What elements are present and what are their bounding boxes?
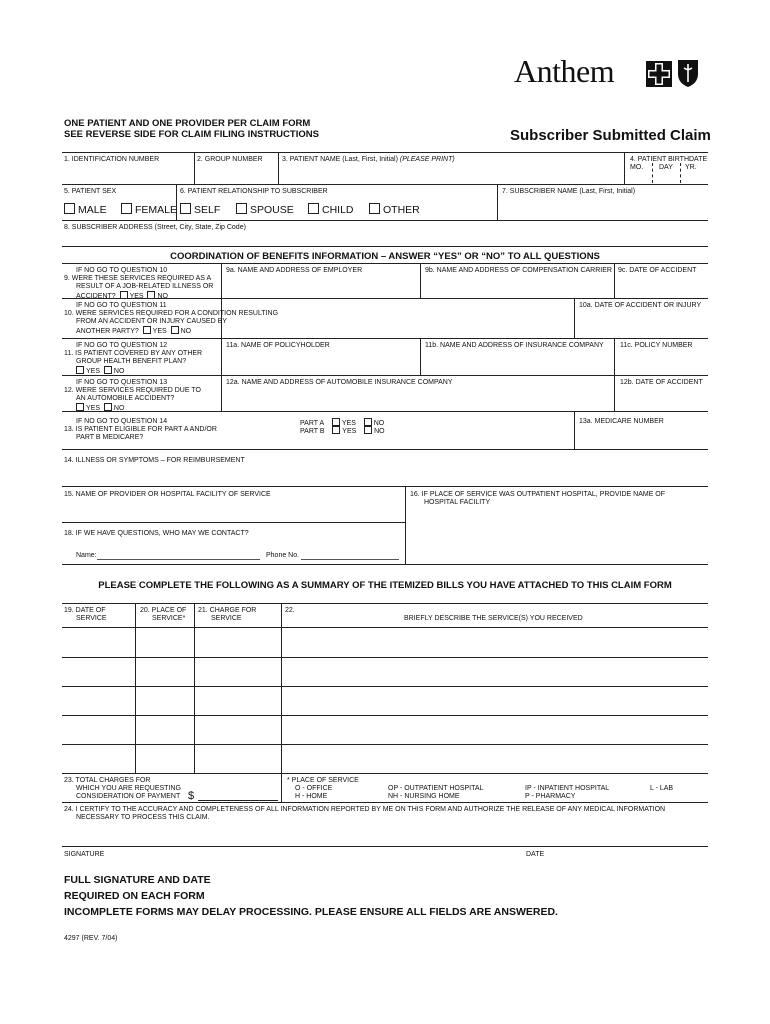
relationship-label: 6. PATIENT RELATIONSHIP TO SUBSCRIBER [180, 188, 328, 195]
subscriber-address-label: 8. SUBSCRIBER ADDRESS (Street, City, State, Zip Code) [64, 224, 246, 231]
signature-label: SIGNATURE [64, 851, 105, 858]
table-row[interactable] [62, 658, 708, 686]
q11-line1: 11. IS PATIENT COVERED BY ANY OTHER [64, 350, 203, 357]
checkbox-icon [171, 326, 179, 334]
no-label: NO [373, 420, 385, 427]
no-label: NO [180, 328, 192, 335]
part-b-label: PART B [300, 428, 325, 435]
col-charge-label-1: 21. CHARGE FOR [198, 607, 257, 614]
no-label: NO [113, 405, 125, 412]
no-label: NO [113, 368, 125, 375]
female-label: FEMALE [135, 204, 178, 216]
self-label: SELF [194, 204, 221, 216]
checkbox-icon [180, 203, 191, 214]
pos-outpatient: OP - OUTPATIENT HOSPITAL [388, 785, 484, 792]
checkbox-icon [369, 203, 380, 214]
part-b-no[interactable] [364, 428, 385, 435]
other-label: OTHER [383, 204, 420, 216]
q13-line1: 13. IS PATIENT ELIGIBLE FOR PART A AND/OR [64, 426, 217, 433]
child-label: CHILD [322, 204, 354, 216]
illness-field[interactable] [62, 466, 708, 486]
total-label-2: WHICH YOU ARE REQUESTING [76, 785, 181, 792]
blue-cross-icon [646, 61, 672, 87]
pos-office: O - OFFICE [295, 785, 333, 792]
checkbox-icon [104, 366, 112, 374]
col-desc-label: BRIEFLY DESCRIBE THE SERVICE(S) YOU RECEIVED [404, 615, 583, 622]
col-charge-label-2: SERVICE [211, 615, 242, 622]
q13-line2: PART B MEDICARE? [76, 434, 144, 441]
q11-no[interactable] [104, 368, 125, 375]
checkbox-icon [364, 426, 372, 434]
q10-line1: 10. WERE SERVICES REQUIRED FOR A CONDITION RESULTING [64, 310, 279, 317]
checkbox-icon [236, 203, 247, 214]
col-date-label-1: 19. DATE OF [64, 607, 106, 614]
part-b-row [300, 426, 385, 437]
signature-field[interactable] [62, 822, 502, 846]
q11-yes[interactable] [76, 368, 100, 375]
q11-goto: IF NO GO TO QUESTION 12 [76, 342, 168, 349]
q12-goto: IF NO GO TO QUESTION 13 [76, 379, 168, 386]
male-label: MALE [78, 204, 107, 216]
total-charges-field[interactable] [198, 800, 278, 801]
checkbox-icon [76, 403, 84, 411]
q9-line3-text: ACCIDENT? [76, 293, 116, 300]
cob-section-title: COORDINATION OF BENEFITS INFORMATION – ANSWER “YES” OR “NO” TO ALL QUESTIONS [170, 251, 600, 262]
patient-name-label-text: 3. PATIENT NAME (Last, First, Initial) [282, 156, 398, 163]
outpatient-facility-label-2: HOSPITAL FACILITY [424, 499, 491, 506]
pos-nursing-home: NH - NURSING HOME [388, 793, 460, 800]
checkbox-icon [121, 203, 132, 214]
col-date-label-2: SERVICE [76, 615, 107, 622]
anthem-logo [514, 55, 714, 95]
certify-line-2: NECESSARY TO PROCESS THIS CLAIM. [76, 814, 210, 821]
pos-home: H - HOME [295, 793, 328, 800]
summary-title: PLEASE COMPLETE THE FOLLOWING AS A SUMMARY OF THE ITEMIZED BILLS YOU HAVE ATTACHED TO THIS CLAIM FORM [98, 580, 672, 591]
table-row[interactable] [62, 716, 708, 744]
print-note: (PLEASE PRINT) [399, 156, 455, 163]
q10-goto: IF NO GO TO QUESTION 11 [76, 302, 167, 309]
contact-name-label: Name: [76, 552, 97, 559]
blue-shield-icon [676, 58, 700, 88]
pos-title: * PLACE OF SERVICE [287, 777, 359, 784]
birthdate-field[interactable] [625, 173, 708, 184]
q9-line2: RESULT OF A JOB-RELATED ILLNESS OR [76, 283, 214, 290]
employer-label: 9a. NAME AND ADDRESS OF EMPLOYER [226, 267, 363, 274]
identification-number-field[interactable] [62, 165, 194, 184]
checkbox-icon [364, 418, 372, 426]
comp-carrier-label: 9b. NAME AND ADDRESS OF COMPENSATION CARRIER [425, 267, 612, 274]
yes-label: YES [342, 428, 357, 435]
q9-line3 [76, 291, 168, 302]
medicare-number-label: 13a. MEDICARE NUMBER [579, 418, 664, 425]
instruction-line-1: ONE PATIENT AND ONE PROVIDER PER CLAIM FORM [64, 118, 311, 129]
col-place-label-2: SERVICE* [152, 615, 186, 622]
checkbox-icon [308, 203, 319, 214]
auto-insurance-label: 12a. NAME AND ADDRESS OF AUTOMOBILE INSURANCE COMPANY [226, 379, 453, 386]
checkbox-icon [64, 203, 75, 214]
q9-goto: IF NO GO TO QUESTION 10 [76, 267, 168, 274]
footer-line-2: REQUIRED ON EACH FORM [64, 890, 205, 902]
child-checkbox[interactable] [308, 203, 354, 216]
female-checkbox[interactable] [121, 203, 177, 216]
policyholder-label: 11a. NAME OF POLICYHOLDER [226, 342, 330, 349]
illness-label: 14. ILLNESS OR SYMPTOMS – FOR REIMBURSEMENT [64, 457, 245, 464]
subscriber-name-label: 7. SUBSCRIBER NAME (Last, First, Initial) [502, 188, 636, 195]
other-checkbox[interactable] [369, 203, 420, 216]
q13-goto: IF NO GO TO QUESTION 14 [76, 418, 168, 425]
insurance-company-label: 11b. NAME AND ADDRESS OF INSURANCE COMPANY [425, 342, 604, 349]
patient-sex-label: 5. PATIENT SEX [64, 188, 117, 195]
checkbox-icon [104, 403, 112, 411]
provider-label: 15. NAME OF PROVIDER OR HOSPITAL FACILITY OF SERVICE [64, 491, 271, 498]
checkbox-icon [332, 418, 340, 426]
identification-number-label: 1. IDENTIFICATION NUMBER [64, 156, 160, 163]
yes-label: YES [86, 368, 101, 375]
contact-name-field[interactable] [97, 559, 260, 560]
group-number-label: 2. GROUP NUMBER [197, 156, 263, 163]
phone-label: Phone No. [266, 552, 300, 559]
form-title: Subscriber Submitted Claim [510, 127, 711, 144]
certify-line-1: 24. I CERTIFY TO THE ACCURACY AND COMPLETENESS OF ALL INFORMATION REPORTED BY ME ON THIS FORM AND AUTHORIZE THE RELEASE OF ANY MEDICAL INFORMATION [64, 806, 666, 813]
yes-label: YES [341, 420, 356, 427]
date-label: DATE [526, 851, 545, 858]
patient-name-label [282, 156, 455, 165]
subscriber-name-field[interactable] [498, 197, 708, 219]
col-place-label-1: 20. PLACE OF [140, 607, 187, 614]
group-number-field[interactable] [195, 165, 278, 184]
total-label-3: CONSIDERATION OF PAYMENT [76, 793, 181, 800]
outpatient-facility-label-1: 16. IF PLACE OF SERVICE WAS OUTPATIENT HOSPITAL, PROVIDE NAME OF [410, 491, 666, 498]
patient-birthdate-label: 4. PATIENT BIRTHDATE [630, 156, 708, 163]
part-a-label: PART A [300, 420, 325, 427]
part-b-yes[interactable] [332, 428, 356, 435]
self-checkbox[interactable] [180, 203, 220, 216]
accident-date-10a-label: 10a. DATE OF ACCIDENT OR INJURY [579, 302, 702, 309]
q12-line2: AN AUTOMOBILE ACCIDENT? [76, 395, 175, 402]
footer-line-1: FULL SIGNATURE AND DATE [64, 874, 211, 886]
checkbox-icon [332, 426, 340, 434]
spouse-checkbox[interactable] [236, 203, 294, 216]
table-row[interactable] [62, 628, 708, 657]
q10-line3-text: ANOTHER PARTY? [76, 328, 139, 335]
contact-label: 18. IF WE HAVE QUESTIONS, WHO MAY WE CONTACT? [64, 530, 249, 537]
pos-pharmacy: P - PHARMACY [525, 793, 576, 800]
q9-line1: 9. WERE THESE SERVICES REQUIRED AS A [64, 275, 212, 282]
birth-month-label: MO. [630, 164, 644, 171]
yes-label: YES [86, 405, 101, 412]
date-field[interactable] [520, 822, 708, 846]
table-row[interactable] [62, 745, 708, 773]
checkbox-icon [143, 326, 151, 334]
form-revision: 4297 (REV. 7/04) [64, 935, 118, 942]
accident-date-9c-label: 9c. DATE OF ACCIDENT [618, 267, 697, 274]
birth-year-label: YR. [685, 164, 697, 171]
q10-line3 [76, 326, 191, 337]
col-desc-number: 22. [285, 607, 295, 614]
q10-no[interactable] [171, 328, 192, 335]
subscriber-address-field[interactable] [62, 232, 708, 246]
male-checkbox[interactable] [64, 203, 107, 216]
policy-number-label: 11c. POLICY NUMBER [620, 342, 693, 349]
q11-line2: GROUP HEALTH BENEFIT PLAN? [76, 358, 187, 365]
spouse-label: SPOUSE [250, 204, 294, 216]
q10-yes[interactable] [143, 328, 167, 335]
birth-day-label: DAY [659, 164, 673, 171]
pos-lab: L - LAB [650, 785, 674, 792]
accident-date-12b-label: 12b. DATE OF ACCIDENT [620, 379, 703, 386]
no-label: NO [374, 428, 385, 435]
dollar-sign: $ [188, 790, 195, 802]
no-label: NO [157, 293, 168, 300]
yes-label: YES [129, 293, 144, 300]
footer-line-3: INCOMPLETE FORMS MAY DELAY PROCESSING. PLEASE ENSURE ALL FIELDS ARE ANSWERED. [64, 906, 558, 918]
yes-label: YES [152, 328, 167, 335]
q10-line2: FROM AN ACCIDENT OR INJURY CAUSED BY [76, 318, 227, 325]
pos-inpatient: IP - INPATIENT HOSPITAL [525, 785, 610, 792]
total-label-1: 23. TOTAL CHARGES FOR [64, 777, 151, 784]
phone-field[interactable] [301, 559, 399, 560]
instruction-line-2: SEE REVERSE SIDE FOR CLAIM FILING INSTRUCTIONS [64, 129, 319, 140]
q12-line1: 12. WERE SERVICES REQUIRED DUE TO [64, 387, 201, 394]
table-row[interactable] [62, 687, 708, 715]
logo-wordmark: Anthem [514, 53, 615, 89]
checkbox-icon [76, 366, 84, 374]
patient-name-field[interactable] [279, 165, 624, 184]
